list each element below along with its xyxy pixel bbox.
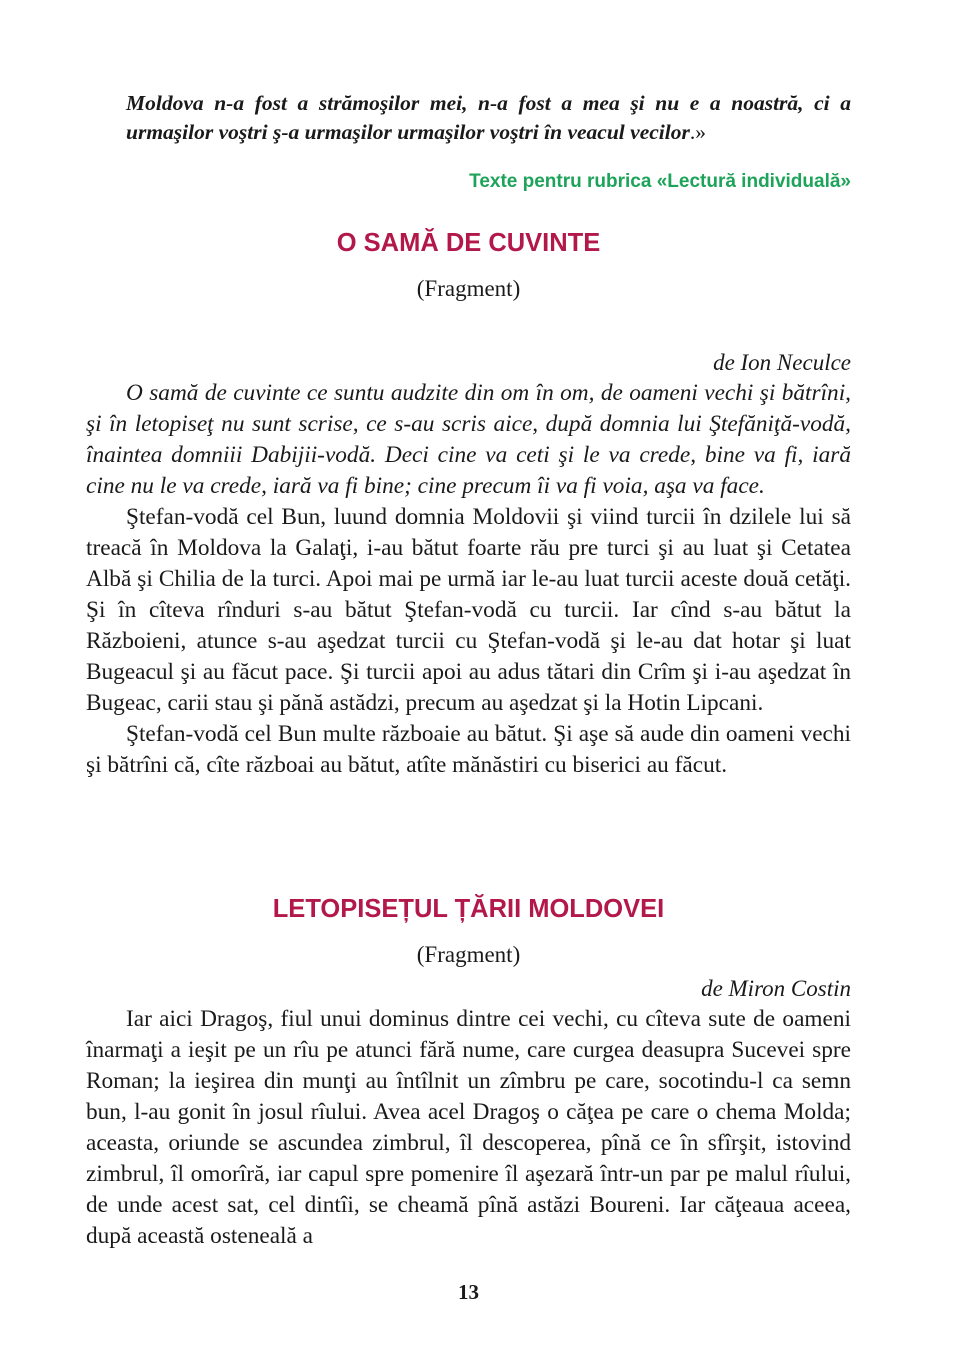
paragraph: Ştefan-vodă cel Bun multe războaie au bătut. Şi aşe să aude din oameni vechi şi bătrîni că, cîte războai au bătut, atîte mănăstiri cu biserici au făcut. (86, 721, 851, 778)
author-ion-neculce: de Ion Neculce (713, 350, 851, 375)
epigraph-quote-end: .» (689, 120, 706, 144)
paragraph: O samă de cuvinte ce suntu audzite din om în om, de oameni vechi şi bătrîni, şi în letopiseţ nu sunt scrise, ce s-au scris aice, după domnia lui Ştefăniţă-vodă, înaintea domniii Dabijii-vodă. Deci cine va ceti şi le va crede, bine va fi, iară cine nu le va crede, iară va fi bine; cine precum îi va fi voia, aşa va face. (86, 380, 851, 499)
section-title-letopisetul-tarii-moldovei: LETOPISEȚUL ȚĂRII MOLDOVEI (272, 895, 665, 923)
section-subtitle-fragment: (Fragment) (416, 942, 521, 967)
paragraph: Iar aici Dragoş, fiul unui dominus dintre cei vechi, cu cîteva sute de oameni înarmaţi a ieşit pe un rîu pe atunci fără nume, care curgea deasupra Sucevei spre Roman; la ieşirea din munţi au întîlnit un zîmbru pe care, socotindu-l ca semn bun, l-au gonit în josul rîului. Avea acel Dragoş o căţea pe care o chema Molda; aceasta, oriunde se ascundea zimbrul, îl descoperea, pînă ce în sfîrşit, istovind zimbrul, îl omorîră, iar capul spre pomenire îl aşezară într-un par pe malul rîului, de unde acest sat, cel dintîi, se cheamă pînă astăzi Boureni. Iar căţeaua aceea, după această osteneală a (86, 1006, 851, 1249)
rubric-heading: Texte pentru rubrica «Lectură individuală» (469, 171, 851, 192)
epigraph-quote (126, 89, 851, 147)
document-page (86, 0, 851, 1360)
paragraph: Ştefan-vodă cel Bun, luund domnia Moldovii şi viind turcii în dzilele lui să treacă în Moldova la Galaţi, i-au bătut foarte rău pre turci şi au luat şi Cetatea Albă şi Chilia de la turci. Apoi mai pe urmă iar le-au luat turcii aceste două cetăţi. Şi în cîteva rînduri s-au bătut Ştefan-vodă cu turcii. Iar cînd s-au bătut la Războieni, atunce s-au aşedzat turcii cu Ştefan-vodă şi le-au dat hotar şi luat Bugeacul şi au făcut pace. Şi turcii apoi au adus tătari din Crîm şi i-au aşedzat în Bugeac, carii stau şi pănă astădzi, precum au aşedzat şi la Hotin Lipcani. (86, 504, 851, 716)
section-subtitle-fragment: (Fragment) (416, 276, 521, 301)
page-number: 13 (458, 1280, 479, 1304)
epigraph-quote-text: Moldova n-a fost a strămoşilor mei, n-a fost a mea şi nu e a noastră, ci a urmaşilor voştri ş-a urmaşilor urmaşilor voştri în veacul vecilor (126, 91, 851, 144)
section-title-o-sama-de-cuvinte: O SAMĂ DE CUVINTE (336, 229, 601, 257)
section-body-o-sama-de-cuvinte (86, 378, 851, 781)
author-miron-costin: de Miron Costin (701, 976, 851, 1001)
section-body-letopisetul (86, 1004, 851, 1252)
